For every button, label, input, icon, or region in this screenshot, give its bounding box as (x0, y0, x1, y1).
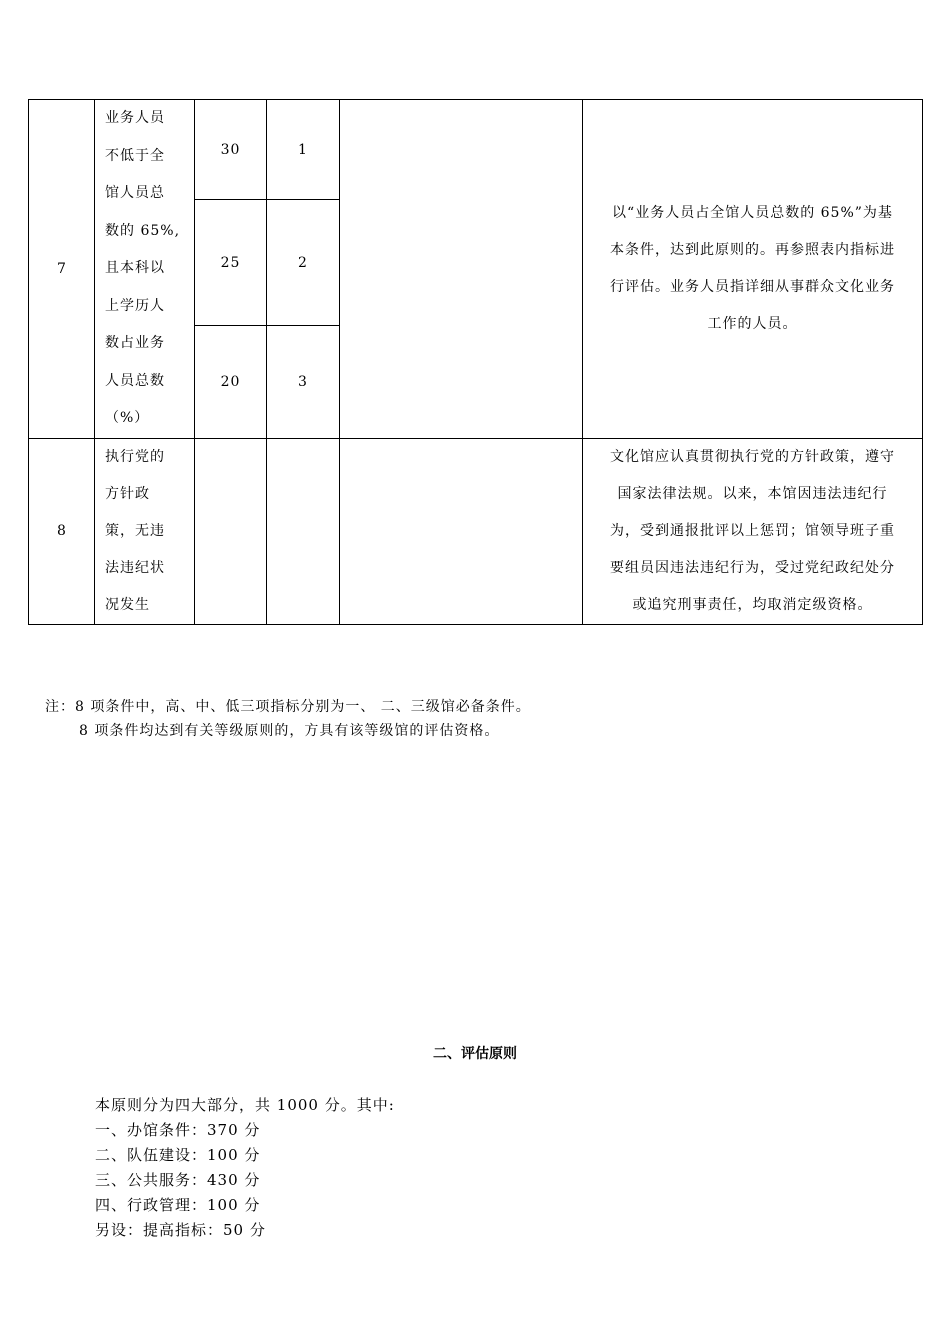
item-line: 数的 65%, (105, 222, 181, 239)
row-number-8: 8 (29, 438, 95, 624)
row-note-8 (583, 438, 923, 624)
section-body (95, 1093, 395, 1243)
section-intro: 本原则分为四大部分，共 1000 分。其中: (95, 1096, 395, 1114)
section-title: 二、评估原则 (433, 1046, 517, 1062)
item-line: 方针政 (105, 485, 150, 502)
row-item-8 (95, 438, 195, 624)
note-line: 文化馆应认真贯彻执行党的方针政策，遵守 (610, 448, 895, 465)
section-item: 三、公共服务：430 分 (95, 1171, 261, 1189)
item-line: 馆人员总 (105, 185, 165, 201)
table-row-8 (29, 438, 923, 624)
empty-cell (267, 438, 340, 624)
item-line: 业务人员 (105, 110, 165, 126)
empty-cell (195, 438, 267, 624)
item-line: 况发生 (105, 596, 150, 613)
section-item: 四、行政管理：100 分 (95, 1196, 261, 1214)
score-cell: 25 (195, 200, 267, 326)
section-item: 另设：提高指标：50 分 (95, 1221, 266, 1239)
note-line: 工作的人员。 (707, 315, 798, 332)
item-line: 上学历人 (105, 297, 165, 314)
item-line: 且本科以 (105, 260, 165, 276)
note-line: 国家法律法规。以来，本馆因违法违纪行 (617, 485, 888, 502)
note-line: 为，受到通报批评以上惩罚；馆领导班子重 (610, 522, 895, 539)
item-line: 策，无违 (105, 522, 165, 539)
item-line: （%） (105, 410, 150, 426)
item-line: 数占业务 (105, 335, 165, 351)
item-line: 不低于全 (105, 147, 165, 164)
note-line: 以“业务人员占全馆人员总数的 65%”为基 (612, 204, 893, 221)
row-item-7 (95, 100, 195, 439)
table-footnote (45, 695, 531, 743)
empty-cell (340, 438, 583, 624)
grade-cell: 3 (267, 325, 340, 438)
score-cell: 30 (195, 100, 267, 200)
footnote-line-2: 8 项条件均达到有关等级原则的，方具有该等级馆的评估资格。 (79, 723, 500, 739)
note-line: 要组员因违法违纪行为，受过党纪政纪处分 (610, 559, 895, 576)
item-line: 人员总数 (105, 372, 165, 389)
section-item: 二、队伍建设：100 分 (95, 1146, 261, 1164)
footnote-line-1: 注：8 项条件中，高、中、低三项指标分别为一、 二、三级馆必备条件。 (45, 699, 531, 715)
item-line: 法违纪状 (105, 559, 165, 576)
grade-cell: 2 (267, 200, 340, 326)
item-line: 执行党的 (105, 448, 165, 465)
grade-cell: 1 (267, 100, 340, 200)
score-cell: 20 (195, 325, 267, 438)
table-row-7a (29, 100, 923, 200)
row-number-7: 7 (29, 100, 95, 439)
note-line: 或追究刑事责任，均取消定级资格。 (632, 596, 873, 613)
empty-cell (340, 100, 583, 439)
criteria-table (28, 99, 923, 625)
row-note-7 (583, 100, 923, 439)
section-item: 一、办馆条件：370 分 (95, 1121, 261, 1139)
note-line: 本条件，达到此原则的。再参照表内指标进 (610, 241, 895, 258)
note-line: 行评估。业务人员指详细从事群众文化业务 (610, 278, 895, 295)
